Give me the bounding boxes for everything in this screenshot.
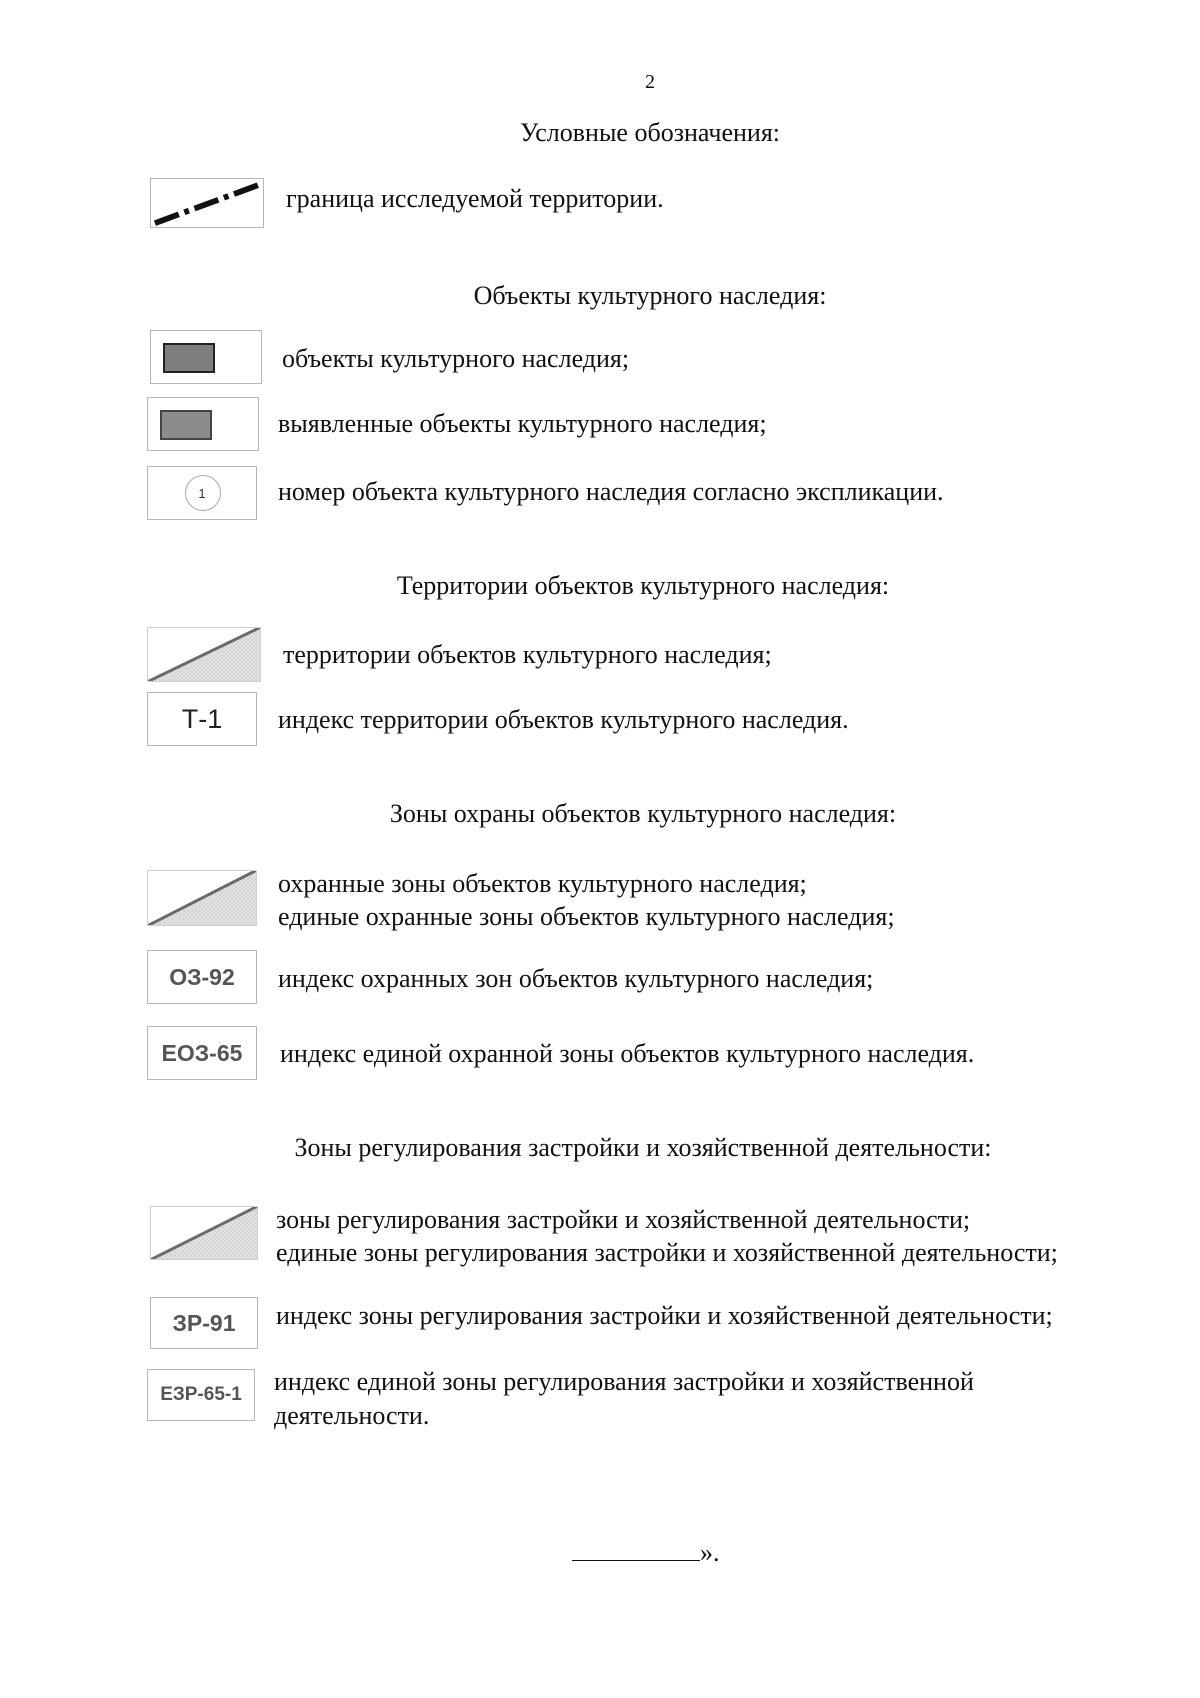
heritage-object-symbol xyxy=(150,330,262,384)
closing-mark xyxy=(572,1538,720,1568)
protection-zone-index-symbol xyxy=(147,950,257,1004)
regulation-zones-heading: Зоны регулирования застройки и хозяйственной деятельности: xyxy=(294,1133,992,1162)
heritage-territory-text: территории объектов культурного наследия; xyxy=(283,640,772,669)
unified-protection-zone-index-text: индекс единой охранной зоны объектов культурного наследия. xyxy=(280,1039,975,1068)
heritage-number-symbol xyxy=(147,466,257,520)
unified-regulation-zone-index-text-2: деятельности. xyxy=(274,1401,430,1430)
regulation-zone-text-2: единые зоны регулирования застройки и хозяйственной деятельности; xyxy=(276,1238,1058,1267)
regulation-zone-text-1: зоны регулирования застройки и хозяйственной деятельности; xyxy=(276,1205,971,1234)
closing-blank-line xyxy=(572,1540,700,1561)
regulation-zone-index-text: индекс зоны регулирования застройки и хозяйственной деятельности; xyxy=(276,1301,1053,1330)
heritage-territory-symbol xyxy=(147,627,261,682)
identified-heritage-object-symbol xyxy=(147,397,259,451)
regulation-zone-index-label: ЗР-91 xyxy=(172,1309,236,1336)
regulation-zone-index-symbol xyxy=(150,1297,258,1349)
unified-protection-zone-index-symbol xyxy=(147,1026,257,1080)
regulation-zone-symbol xyxy=(150,1206,258,1260)
boundary-line-symbol xyxy=(150,178,264,228)
protection-zone-text-1: охранные зоны объектов культурного наследия; xyxy=(278,869,807,898)
heritage-number-label: 1 xyxy=(198,485,206,501)
territory-index-label: Т-1 xyxy=(181,703,223,734)
protection-zone-index-label: ОЗ-92 xyxy=(169,963,235,990)
protection-zone-symbol xyxy=(147,870,257,926)
territory-index-text: индекс территории объектов культурного наследия. xyxy=(278,705,849,734)
protection-zone-index-text: индекс охранных зон объектов культурного наследия; xyxy=(278,964,874,993)
unified-regulation-zone-index-label: ЕЗР-65-1 xyxy=(160,1384,242,1405)
unified-protection-zone-index-label: ЕОЗ-65 xyxy=(161,1039,243,1066)
heritage-objects-heading: Объекты культурного наследия: xyxy=(473,281,827,310)
unified-regulation-zone-index-text-1: индекс единой зоны регулирования застройки и хозяйственной xyxy=(274,1367,974,1396)
identified-heritage-object-text: выявленные объекты культурного наследия; xyxy=(278,409,767,438)
heritage-number-text: номер объекта культурного наследия согласно экспликации. xyxy=(278,477,944,506)
protection-zone-text-2: единые охранные зоны объектов культурного наследия; xyxy=(278,902,895,931)
legend-title: Условные обозначения: xyxy=(519,118,781,147)
boundary-text: граница исследуемой территории. xyxy=(286,184,664,213)
unified-regulation-zone-index-symbol xyxy=(147,1369,255,1421)
page-number: 2 xyxy=(645,71,655,93)
territory-index-symbol xyxy=(147,692,257,746)
closing-quote: ». xyxy=(700,1538,720,1567)
protection-zones-heading: Зоны охраны объектов культурного наследия: xyxy=(389,799,897,828)
heritage-object-text: объекты культурного наследия; xyxy=(282,344,630,373)
heritage-territories-heading: Территории объектов культурного наследия: xyxy=(396,571,890,600)
